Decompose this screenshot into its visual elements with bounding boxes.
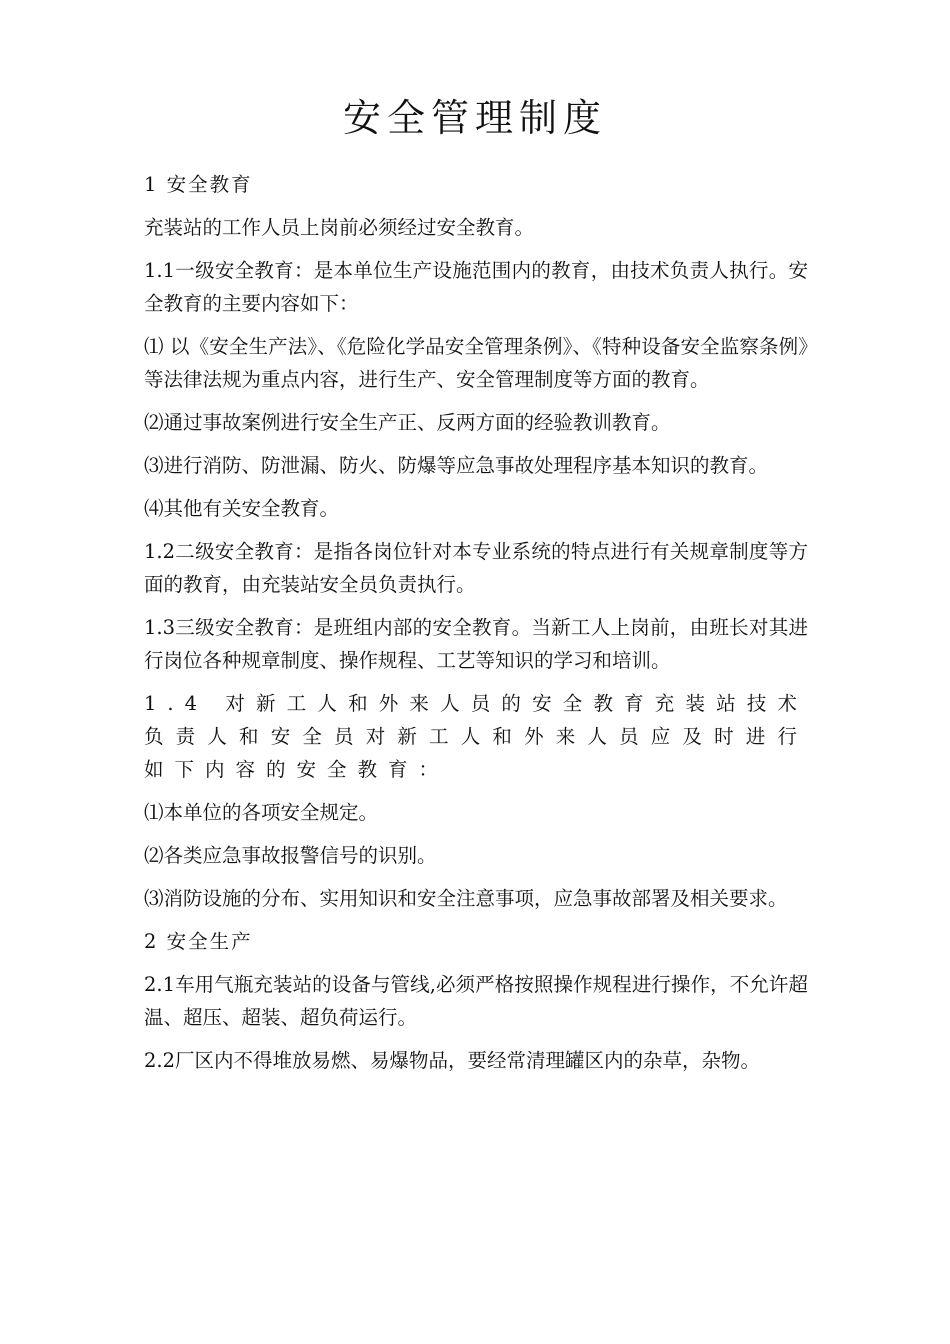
paragraph: ⑷其他有关安全教育。 [144,497,340,520]
section-heading-1: 1 安全教育 [144,173,253,196]
paragraph: 充装站的工作人员上岗前必须经过安全教育。 [144,216,535,239]
paragraph: 1.4 对新工人和外来人员的安全教育充装站技术负责人和安全员对新工人和外来人员应及时进行如下内容的安全教育： [144,692,808,781]
paragraph: ⑴ 以《安全生产法》、《危险化学品安全管理条例》、《特种设备安全监察条例》等法律法规为重点内容，进行生产、安全管理制度等方面的教育。 [144,335,808,391]
document-body [144,168,808,1087]
paragraph: 2.2厂区内不得堆放易燃、易爆物品，要经常清理罐区内的杂草，杂物。 [144,1049,761,1072]
paragraph: ⑴本单位的各项安全规定。 [144,801,379,824]
section-heading-2: 2 安全生产 [144,930,253,953]
paragraph: ⑶消防设施的分布、实用知识和安全注意事项，应急事故部署及相关要求。 [144,887,788,910]
paragraph: ⑵通过事故案例进行安全生产正、反两方面的经验教训教育。 [144,411,671,434]
document-title: 安全管理制度 [342,96,607,140]
paragraph: ⑵各类应急事故报警信号的识别。 [144,844,437,867]
paragraph: 2.1车用气瓶充装站的设备与管线,必须严格按照操作规程进行操作，不允许超温、超压、超装、超负荷运行。 [144,973,808,1029]
paragraph: ⑶进行消防、防泄漏、防火、防爆等应急事故处理程序基本知识的教育。 [144,454,769,477]
paragraph: 1.3三级安全教育：是班组内部的安全教育。当新工人上岗前，由班长对其进行岗位各种规章制度、操作规程、工艺等知识的学习和培训。 [144,616,808,672]
paragraph: 1.2二级安全教育：是指各岗位针对本专业系统的特点进行有关规章制度等方面的教育，由充装站安全员负责执行。 [144,540,808,596]
paragraph: 1.1一级安全教育：是本单位生产设施范围内的教育，由技术负责人执行。安全教育的主要内容如下： [144,259,808,315]
